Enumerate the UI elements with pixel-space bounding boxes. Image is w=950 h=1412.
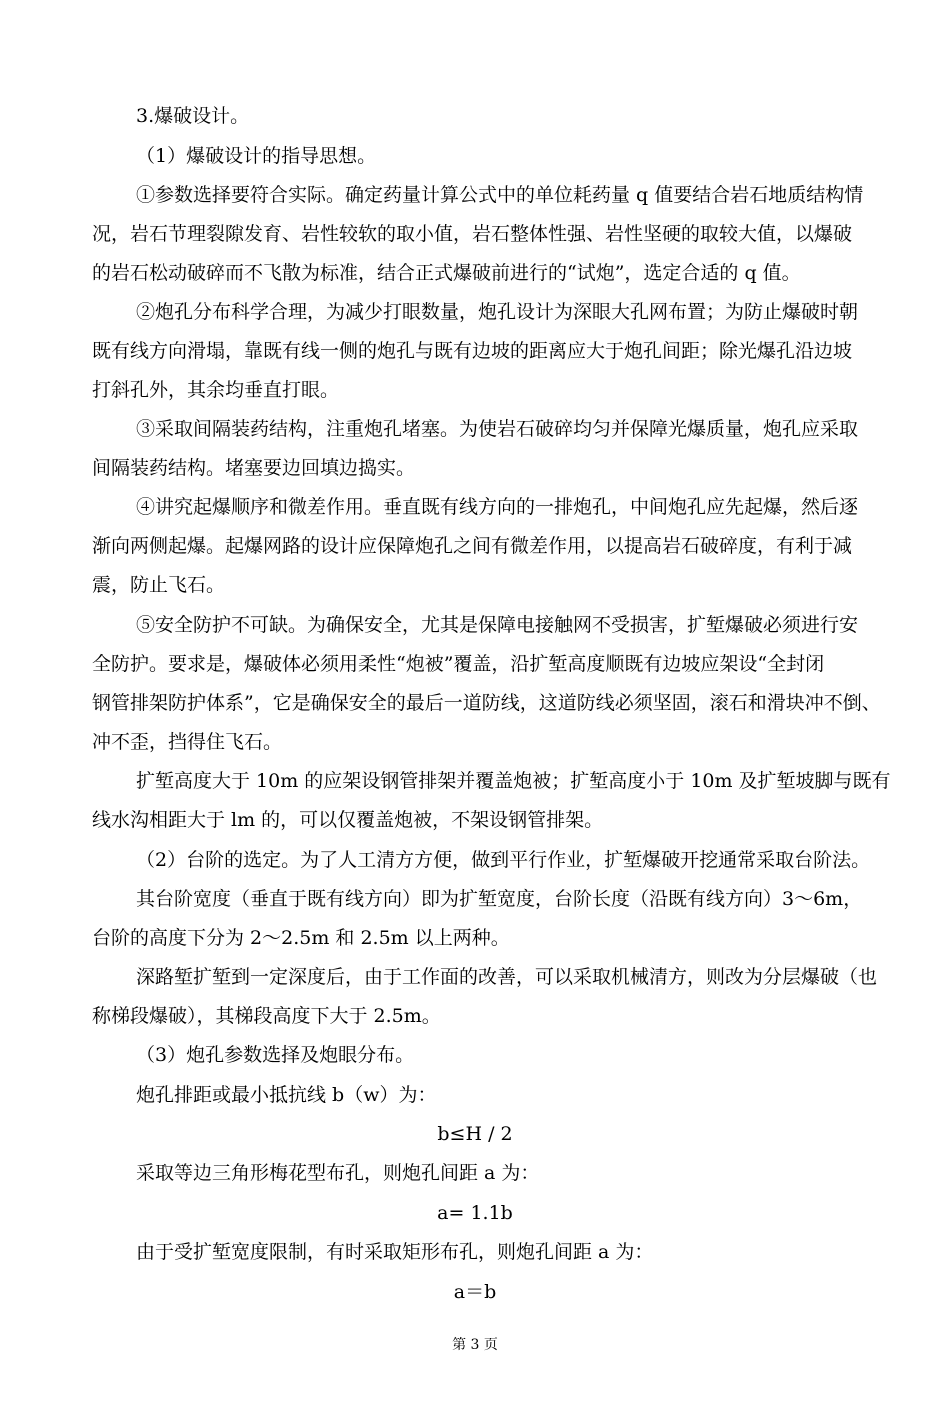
paragraph-line: 既有线方向滑塌，靠既有线一侧的炮孔与既有边坡的距离应大于炮孔间距；除光爆孔沿边坡 <box>92 340 853 362</box>
paragraph-line: 由于受扩堑宽度限制，有时采取矩形布孔，则炮孔间距 a 为： <box>136 1241 654 1263</box>
paragraph-line: ④讲究起爆顺序和微差作用。垂直既有线方向的一排炮孔，中间炮孔应先起爆，然后逐 <box>136 496 859 518</box>
formula-line: a= 1.1b <box>437 1202 513 1224</box>
paragraph-line: 炮孔排距或最小抵抗线 b（w）为： <box>136 1084 437 1106</box>
paragraph-line: 其台阶宽度（垂直于既有线方向）即为扩堑宽度，台阶长度（沿既有线方向）3～6m， <box>136 888 863 910</box>
paragraph-line: 打斜孔外，其余均垂直打眼。 <box>92 379 340 401</box>
paragraph-line: 台阶的高度下分为 2～2.5m 和 2.5m 以上两种。 <box>92 927 510 949</box>
formula-line: a＝b <box>453 1281 497 1303</box>
paragraph-line: 全防护。要求是，爆破体必须用柔性“炮被”覆盖，沿扩堑高度顺既有边坡应架设“全封闭 <box>92 653 825 675</box>
paragraph-line: 钢管排架防护体系”，它是确保安全的最后一道防线，这道防线必须坚固，滚石和滑块冲不倒、 <box>92 692 881 714</box>
paragraph-line: 称梯段爆破），其梯段高度下大于 2.5m。 <box>92 1005 441 1027</box>
subsection-heading: （1）爆破设计的指导思想。 <box>136 145 377 167</box>
paragraph-line: 的岩石松动破碎而不飞散为标准，结合正式爆破前进行的“试炮”，选定合适的 q 值。 <box>92 262 801 284</box>
paragraph-line: 况，岩石节理裂隙发育、岩性较软的取小值，岩石整体性强、岩性坚硬的取较大值，以爆破 <box>92 223 853 245</box>
paragraph-line: 深路堑扩堑到一定深度后，由于工作面的改善，可以采取机械清方，则改为分层爆破（也 <box>136 966 878 988</box>
paragraph-line: ⑤安全防护不可缺。为确保安全，尤其是保障电接触网不受损害，扩堑爆破必须进行安 <box>136 614 859 636</box>
paragraph-line: 震，防止飞石。 <box>92 574 226 596</box>
paragraph-line: ②炮孔分布科学合理，为减少打眼数量，炮孔设计为深眼大孔网布置；为防止爆破时朝 <box>136 301 859 323</box>
formula-line: b≤H / 2 <box>437 1123 513 1145</box>
paragraph-line: 采取等边三角形梅花型布孔，则炮孔间距 a 为： <box>136 1162 540 1184</box>
paragraph-line: ①参数选择要符合实际。确定药量计算公式中的单位耗药量 q 值要结合岩石地质结构情 <box>136 184 864 206</box>
paragraph-line: 冲不歪，挡得住飞石。 <box>92 731 283 753</box>
paragraph-line: 线水沟相距大于 lm 的，可以仅覆盖炮被，不架设钢管排架。 <box>92 809 604 831</box>
paragraph-line: 扩堑高度大于 10m 的应架设钢管排架并覆盖炮被；扩堑高度小于 10m 及扩堑坡脚与既有 <box>136 770 891 792</box>
subsection-heading: （3）炮孔参数选择及炮眼分布。 <box>136 1044 415 1066</box>
section-heading: 3.爆破设计。 <box>136 105 250 127</box>
paragraph-line: ③采取间隔装药结构，注重炮孔堵塞。为使岩石破碎均匀并保障光爆质量，炮孔应采取 <box>136 418 859 440</box>
paragraph-line: 间隔装药结构。堵塞要边回填边捣实。 <box>92 457 416 479</box>
paragraph-line: 渐向两侧起爆。起爆网路的设计应保障炮孔之间有微差作用，以提高岩石破碎度，有利于减 <box>92 535 853 557</box>
subsection-heading: （2）台阶的选定。为了人工清方方便，做到平行作业，扩堑爆破开挖通常采取台阶法。 <box>136 849 871 871</box>
page-number: 第 3 页 <box>452 1337 498 1353</box>
